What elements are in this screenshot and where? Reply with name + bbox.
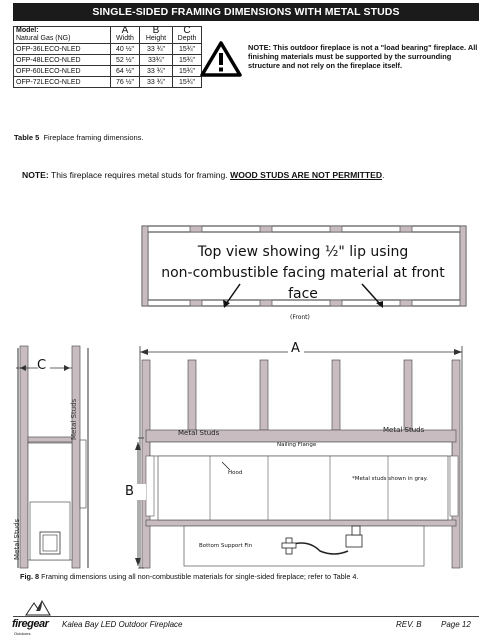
dim-a-label: A [291, 341, 300, 356]
metal-studs-note: NOTE: This fireplace requires metal studs for framing. WOOD STUDS ARE NOT PERMITTED. [22, 170, 385, 180]
load-bearing-note: NOTE: This outdoor fireplace is not a "load bearing" fireplace. All finishing materials must be supported by the surrounding structure and not rely on the fireplace itself. [248, 43, 478, 70]
side-metal-studs-lower: Metal Studs [13, 518, 21, 560]
flame-mountain-icon [24, 598, 52, 616]
dim-c-label: C [37, 358, 47, 373]
section-banner: SINGLE-SIDED FRAMING DIMENSIONS WITH METAL STUDS [13, 3, 479, 21]
front-label: (Front) [290, 314, 310, 321]
hood-label: Hood [228, 470, 243, 476]
metal-studs-label-right: Metal Studs [383, 426, 425, 434]
side-view-diagram [10, 340, 110, 572]
gray-studs-note: *Metal studs shown in gray. [352, 476, 428, 482]
bottom-support-fin-label: Bottom Support Fin [199, 543, 253, 549]
firegear-logo: firegear [12, 618, 49, 630]
warning-icon [200, 40, 242, 78]
table-row: OFP-72LECO-NLED 76 ½" 33 ¾" 15¾" [14, 77, 202, 88]
metal-studs-label-left: Metal Studs [178, 429, 220, 437]
table-header-b: B Height [140, 27, 173, 44]
table-header-model: Model: Natural Gas (NG) [14, 27, 111, 44]
footer-revision: REV. B [396, 620, 422, 629]
figure-caption: Fig. 8 Framing dimensions using all non-combustible materials for single-sided fireplace; refer to Table 4. [20, 572, 359, 581]
table-row: OFP-60LECO-NLED 64 ½" 33 ¾" 15¾" [14, 66, 202, 77]
table-row: OFP-48LECO-NLED 52 ½" 33¾" 15¾" [14, 55, 202, 66]
table-row: OFP-36LECO-NLED 40 ½" 33 ¾" 15¾" [14, 44, 202, 55]
dim-b-label: B [125, 484, 134, 499]
dimensions-table [13, 26, 202, 88]
footer-divider [13, 616, 479, 617]
nailing-flange-label: Nailing Flange [277, 442, 317, 448]
side-metal-studs-upper: Metal Studs [70, 398, 78, 440]
table-header-c: C Depth [173, 27, 202, 44]
table-header-a: A Width [111, 27, 140, 44]
top-view-heading: Top view showing ½" lip using non-combustible facing material at front face [161, 244, 445, 302]
logo-subtext: Outdoors [14, 631, 31, 636]
footer-page-number: Page 12 [441, 620, 471, 629]
front-view-diagram [118, 340, 473, 572]
table-caption: Table 5 Fireplace framing dimensions. [14, 133, 144, 142]
footer-title: Kalea Bay LED Outdoor Fireplace [62, 620, 183, 629]
